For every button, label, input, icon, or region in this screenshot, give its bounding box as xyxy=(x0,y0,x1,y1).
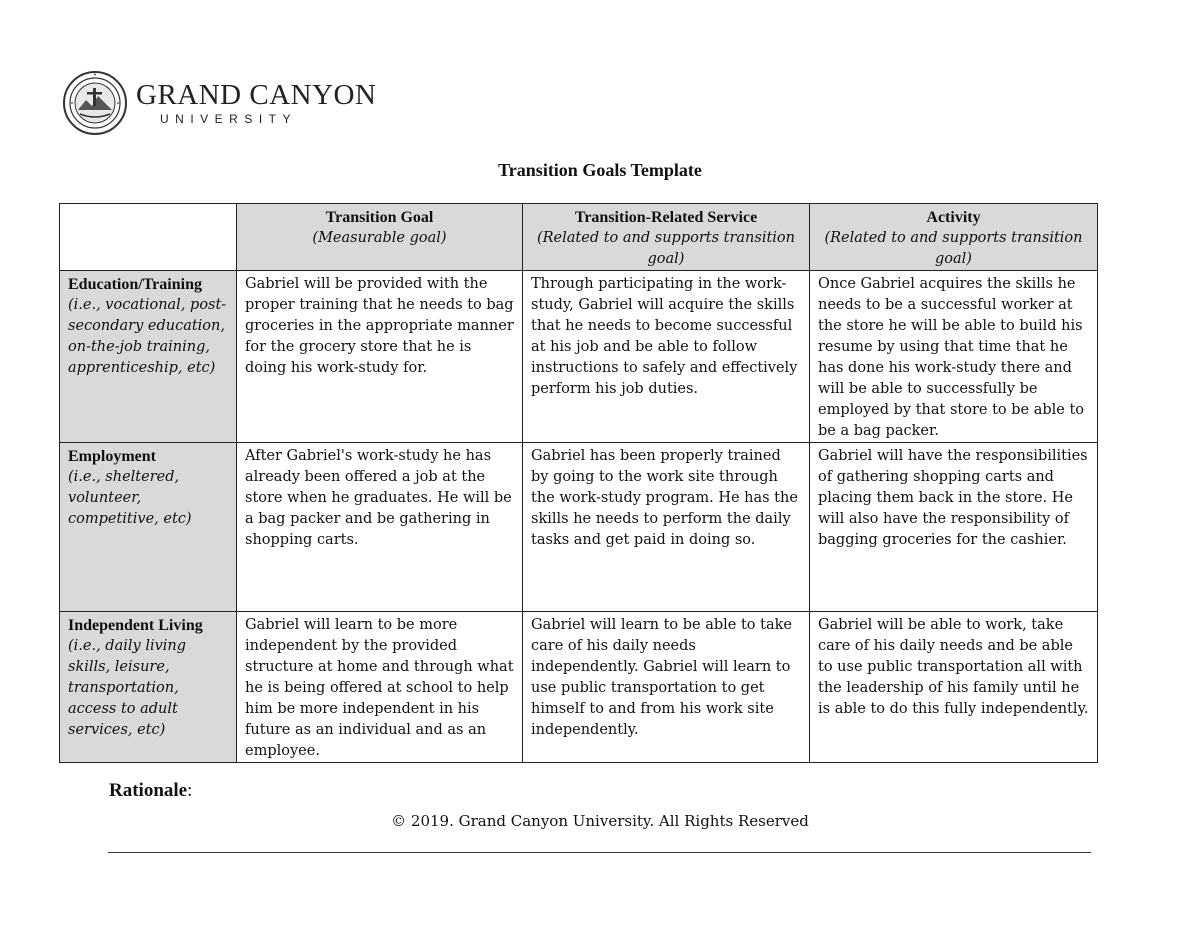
column-title: Transition Goal xyxy=(325,209,434,226)
column-subtitle: (Related to and supports transition goal) xyxy=(536,230,795,267)
row-label-cell xyxy=(60,443,237,612)
logo-wordmark: GRAND CANYON xyxy=(136,79,377,111)
header-cell-goal xyxy=(237,204,523,271)
table-header-row xyxy=(60,204,1098,271)
table-row xyxy=(60,271,1098,443)
rationale-label xyxy=(109,780,192,802)
university-seal-icon xyxy=(62,70,128,136)
activity-cell: Once Gabriel acquires the skills he needs to be a successful worker at the store he will be able to build his resume by using that time that he has done his work-study there and will be able to successfully be employed by that store to be able to be a bag packer. xyxy=(810,271,1098,443)
row-sublabel: (i.e., vocational, post-secondary education, on-the-job training, apprenticeship, etc) xyxy=(68,297,227,376)
document-title: Transition Goals Template xyxy=(498,160,702,180)
row-sublabel: (i.e., sheltered, volunteer, competitive, etc) xyxy=(68,469,192,527)
row-label: Education/Training xyxy=(68,276,202,293)
column-subtitle: (Related to and supports transition goal) xyxy=(824,230,1083,267)
goal-cell: After Gabriel's work-study he has already been offered a job at the store when he graduates. He will be a bag packer and be gathering in shopping carts. xyxy=(237,443,523,612)
service-cell: Through participating in the work-study, Gabriel will acquire the skills that he needs to become successful at his job and be able to follow instructions to safely and effectively perform his job duties. xyxy=(523,271,810,443)
header-cell-activity xyxy=(810,204,1098,271)
rationale-colon: : xyxy=(187,780,193,801)
copyright-notice: © 2019. Grand Canyon University. All Rights Reserved xyxy=(391,812,809,830)
header-cell-empty xyxy=(60,204,237,271)
logo-subwordmark: UNIVERSITY xyxy=(160,112,298,126)
activity-cell: Gabriel will be able to work, take care of his daily needs and be able to use public transportation all with the leadership of his family until he is able to do this fully independently. xyxy=(810,612,1098,763)
service-cell: Gabriel has been properly trained by going to the work site through the work-study program. He has the skills he needs to perform the daily tasks and get paid in doing so. xyxy=(523,443,810,612)
table-row xyxy=(60,612,1098,763)
row-label: Independent Living xyxy=(68,617,203,634)
table-row xyxy=(60,443,1098,612)
activity-cell: Gabriel will have the responsibilities of gathering shopping carts and placing them back in the store. He will also have the responsibility of bagging groceries for the cashier. xyxy=(810,443,1098,612)
header-cell-service xyxy=(523,204,810,271)
rationale-label-text: Rationale xyxy=(109,780,188,801)
service-cell: Gabriel will learn to be able to take care of his daily needs independently. Gabriel will learn to use public transportation to get himself to and from his work site independently. xyxy=(523,612,810,763)
transition-goals-table xyxy=(59,203,1098,763)
row-label-cell xyxy=(60,612,237,763)
column-title: Transition-Related Service xyxy=(574,209,758,226)
column-subtitle: (Measurable goal) xyxy=(312,230,447,246)
goal-cell: Gabriel will learn to be more independent by the provided structure at home and through what he is being offered at school to help him be more independent in his future as an individual and as an employee. xyxy=(237,612,523,763)
footer-divider xyxy=(108,852,1091,853)
row-label-cell xyxy=(60,271,237,443)
university-logo xyxy=(62,68,376,138)
row-sublabel: (i.e., daily living skills, leisure, transportation, access to adult services, etc) xyxy=(68,638,187,738)
row-label: Employment xyxy=(68,448,156,465)
goal-cell: Gabriel will be provided with the proper training that he needs to bag groceries in the appropriate manner for the grocery store that he is doing his work-study for. xyxy=(237,271,523,443)
column-title: Activity xyxy=(926,209,981,226)
